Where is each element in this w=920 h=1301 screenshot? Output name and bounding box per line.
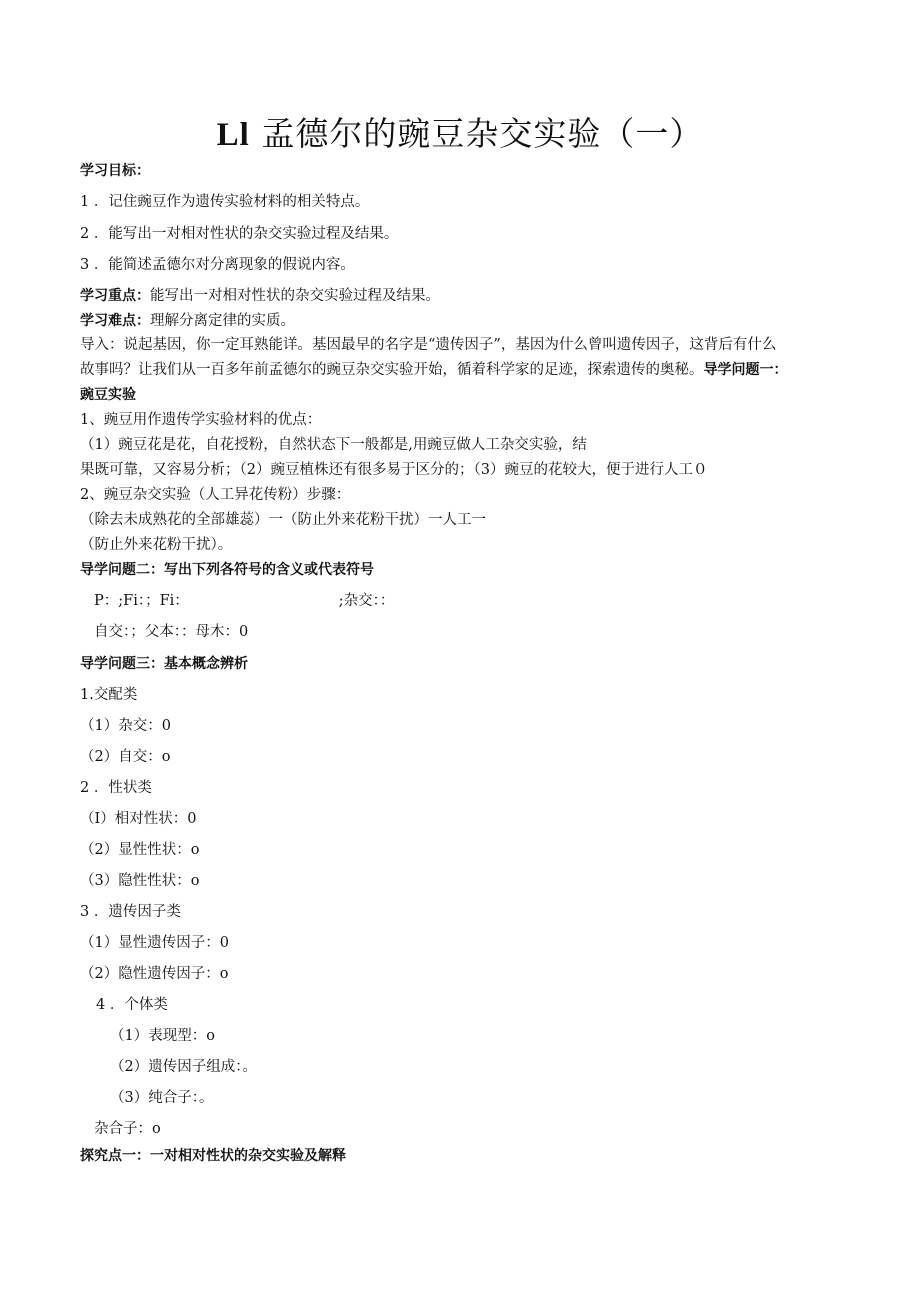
concept-item: （3）隐性性状：o <box>80 873 200 889</box>
q2-heading: 导学问题二：写出下列各符号的含义或代表符号 <box>80 562 374 578</box>
concept-item: （2）自交：o <box>80 749 171 765</box>
symbols-line: 自交：；父本：：母木：0 <box>94 624 249 640</box>
page-title <box>0 108 920 155</box>
pea-advantages-line: （1）豌豆花是花，自花授粉，自然状态下一般都是,用豌豆做人工杂交实验，结 <box>80 437 587 453</box>
q1-label: 导学问题一： <box>703 362 788 378</box>
objective-item: 3 ．能简述孟德尔对分离现象的假说内容。 <box>80 257 355 273</box>
concept-item: （I）相对性状：0 <box>80 811 197 827</box>
concept-item: 1.交配类 <box>80 687 138 703</box>
objectives-label: 学习目标： <box>80 163 150 179</box>
concept-item: （2）隐性遗传因子：o <box>80 966 229 982</box>
objective-item: 2 ．能写出一对相对性状的杂交实验过程及结果。 <box>80 226 399 242</box>
cross-steps-line: （防止外来花粉干扰）。 <box>80 537 233 553</box>
concept-item: （1）显性遗传因子：0 <box>80 935 229 951</box>
concept-item: 4 ．个体类 <box>96 997 168 1013</box>
symbols-part: ;杂交：： <box>338 593 395 609</box>
concept-item: （1）表现型：o <box>110 1028 215 1044</box>
symbols-part: P：;Fi：；Fi： <box>94 593 189 609</box>
title-main: 孟德尔的豌豆杂交实验（一） <box>261 114 704 153</box>
cross-steps-heading: 2、豌豆杂交实验（人工异花传粉）步骤： <box>80 487 351 503</box>
pea-advantages-heading: 1、豌豆用作遗传学实验材料的优点： <box>80 412 322 428</box>
concept-item: （1）杂交：0 <box>80 718 171 734</box>
intro-line: 导入：说起基因，你一定耳熟能详。基因最早的名字是“遗传因子”，基因为什么曾叫遗传因子，这背后有什么 <box>80 337 777 353</box>
concept-item: （2）显性性状：o <box>80 842 200 858</box>
explore-heading: 探究点一：一对相对性状的杂交实验及解释 <box>80 1148 346 1164</box>
q3-heading: 导学问题三：基本概念辨析 <box>80 656 248 672</box>
concept-item: 3 ．遗传因子类 <box>80 904 181 920</box>
key-point <box>80 285 440 307</box>
difficulty-label: 学习难点： <box>80 313 150 329</box>
concept-item: （3）纯合子：。 <box>110 1090 214 1106</box>
concept-item: （2）遗传因子组成：。 <box>110 1059 257 1075</box>
key-text: 能写出一对相对性状的杂交实验过程及结果。 <box>150 288 440 304</box>
difficulty-point <box>80 310 295 332</box>
cross-steps-line: （除去未成熟花的全部雄蕊）一（防止外来花粉干扰）一人工一 <box>80 512 486 528</box>
objective-item: 1 ．记住豌豆作为遗传实验材料的相关特点。 <box>80 194 370 210</box>
intro-text: 故事吗？让我们从一百多年前孟德尔的豌豆杂交实验开始，循着科学家的足迹，探索遗传的奥秘。 <box>80 362 704 378</box>
pea-advantages-line: 果既可靠，又容易分析；（2）豌豆植株还有很多易于区分的；（3）豌豆的花较大，便于进行人工０ <box>80 462 708 478</box>
difficulty-text: 理解分离定律的实质。 <box>150 313 295 329</box>
intro-line <box>80 359 788 381</box>
symbols-line <box>94 590 394 612</box>
q1-topic: 豌豆实验 <box>80 387 136 403</box>
concept-item: 杂合子：o <box>94 1121 161 1137</box>
key-label: 学习重点： <box>80 288 150 304</box>
concept-item: 2 ．性状类 <box>80 780 152 796</box>
title-prefix: Ll <box>216 117 250 153</box>
